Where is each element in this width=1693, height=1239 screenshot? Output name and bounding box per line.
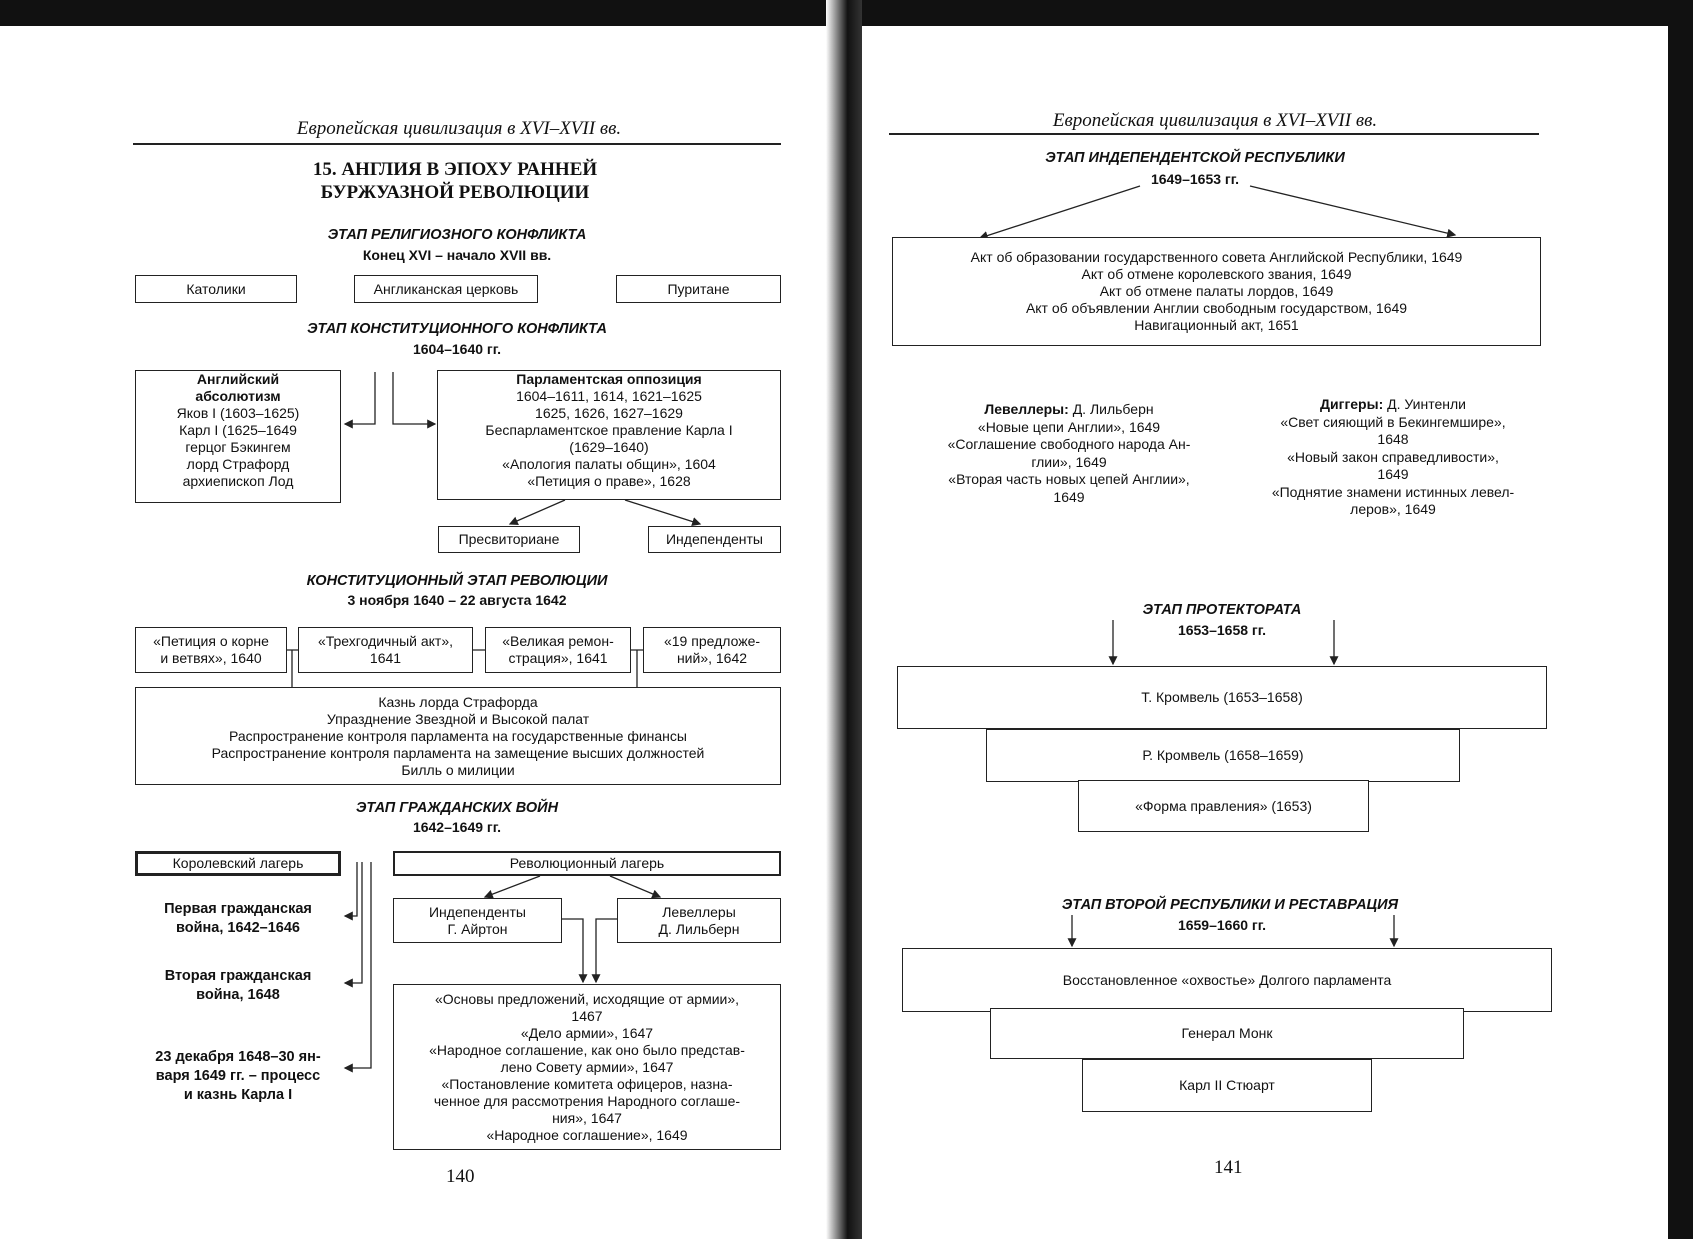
page-number: 140 — [446, 1166, 475, 1187]
text-line: «Новые цепи Англии», 1649 — [977, 418, 1161, 435]
box-title: Парламентская оппозиция — [516, 371, 702, 387]
box-line: «Петиция о праве», 1628 — [527, 473, 691, 489]
box-line: ния», 1647 — [552, 1109, 622, 1126]
diggers-leader: Д. Уинтенли — [1387, 396, 1466, 412]
anglican-box: Англиканская церковь — [354, 275, 538, 303]
independents-camp-box — [393, 898, 562, 943]
section-date: 1653–1658 гг. — [1177, 622, 1267, 638]
text-line: 1649 — [1377, 466, 1409, 482]
section-date: 3 ноября 1640 – 22 августа 1642 — [347, 592, 567, 608]
civil-war-event — [128, 1048, 348, 1105]
box-line: 1641 — [369, 650, 402, 666]
box-line: Билль о милиции — [401, 761, 515, 778]
section-heading: ЭТАП ПРОТЕКТОРАТА — [1142, 602, 1302, 618]
section-date: Конец XVI – начало XVII вв. — [362, 247, 552, 263]
event-line: варя 1649 гг. – процесс — [155, 1068, 321, 1084]
box-line: страция», 1641 — [508, 650, 608, 666]
text-line: «Новый закон справедливости», — [1287, 448, 1499, 465]
box-line: 1625, 1626, 1627–1629 — [535, 405, 683, 421]
levellers-leader: Д. Лильберн — [1072, 401, 1154, 417]
box-line: Беспарламентское правление Карла I — [485, 422, 733, 438]
section-date: 1649–1653 гг. — [1150, 171, 1240, 187]
box-line: (1629–1640) — [569, 439, 649, 455]
protectorate-box: Р. Кромвель (1658–1659) — [986, 729, 1460, 782]
box-line: Акт об объявлении Англии свободным государством, 1649 — [1025, 300, 1408, 316]
box-line: Распространение контроля парламента на государственные финансы — [229, 727, 687, 744]
civil-war-event — [128, 900, 348, 938]
event-line: и казнь Карла I — [183, 1087, 293, 1103]
protectorate-box: «Форма правления» (1653) — [1078, 780, 1369, 832]
section-heading: ЭТАП ИНДЕПЕНДЕНТСКОЙ РЕСПУБЛИКИ — [1045, 150, 1345, 166]
box-line: Г. Айртон — [447, 920, 508, 937]
presbyterians-box: Пресвиториане — [438, 526, 580, 553]
absolutism-box — [135, 370, 341, 503]
diggers-label: Диггеры: — [1320, 396, 1384, 412]
text-line: «Вторая часть новых цепей Англии», — [948, 471, 1190, 487]
box-line: «Постановление комитета офицеров, назна- — [441, 1075, 733, 1092]
act-box — [643, 627, 781, 673]
levellers-camp-box — [617, 898, 781, 943]
act-box — [135, 627, 287, 673]
box-line: Акт об отмене палаты лордов, 1649 — [1099, 283, 1334, 299]
box-line: Казнь лорда Страфорда — [378, 693, 538, 710]
levellers-label: Левеллеры: — [984, 401, 1069, 417]
box-line: «Дело армии», 1647 — [520, 1024, 654, 1041]
box-line: «Народное соглашение», 1649 — [486, 1126, 688, 1143]
independents-box: Индепенденты — [648, 526, 781, 553]
chapter-title-line: БУРЖУАЗНОЙ РЕВОЛЮЦИИ — [320, 182, 590, 203]
box-line: «Народное соглашение, как оно было представ- — [429, 1041, 745, 1058]
section-heading: ЭТАП РЕЛИГИОЗНОГО КОНФЛИКТА — [327, 227, 587, 243]
restoration-box: Генерал Монк — [990, 1008, 1464, 1059]
chapter-title-line: 15. АНГЛИЯ В ЭПОХУ РАННЕЙ — [312, 159, 598, 180]
section-heading: КОНСТИТУЦИОННЫЙ ЭТАП РЕВОЛЮЦИИ — [306, 573, 608, 589]
header-rule-right — [889, 133, 1539, 135]
catholics-box: Католики — [135, 275, 297, 303]
republic-acts-box — [892, 237, 1541, 346]
royal-camp-box: Королевский лагерь — [135, 851, 341, 876]
box-line: «Великая ремон- — [502, 633, 614, 649]
event-line: война, 1642–1646 — [176, 920, 300, 936]
text-line: 1649 — [1053, 488, 1085, 505]
box-title: Английский абсолютизм — [195, 371, 281, 404]
box-line: ченное для рассмотрения Народного соглаше- — [433, 1092, 741, 1109]
box-line: Навигационный акт, 1651 — [1134, 317, 1299, 333]
section-heading: ЭТАП КОНСТИТУЦИОННОГО КОНФЛИКТА — [307, 321, 607, 337]
box-line: Распространение контроля парламента на замещение высших должностей — [211, 744, 705, 761]
text-line: «Поднятие знамени истинных левел- — [1271, 483, 1515, 500]
levellers-block — [944, 401, 1194, 506]
header-rule-left — [133, 143, 781, 145]
section-heading: ЭТАП ГРАЖДАНСКИХ ВОЙН — [355, 800, 559, 816]
restoration-box: Восстановленное «охвостье» Долгого парламента — [902, 948, 1552, 1012]
text-line: «Свет сияющий в Бекингемшире», — [1280, 413, 1506, 430]
box-line: Акт об отмене королевского звания, 1649 — [1081, 266, 1352, 282]
chapter-title — [200, 158, 710, 204]
box-line: герцог Бэкингем — [185, 439, 291, 455]
army-documents-box — [393, 984, 781, 1150]
protectorate-box: Т. Кромвель (1653–1658) — [897, 666, 1547, 729]
box-line: «Основы предложений, исходящие от армии», — [434, 990, 740, 1007]
event-line: война, 1648 — [196, 987, 280, 1003]
box-line: лено Совету армии», 1647 — [500, 1058, 674, 1075]
box-line: Левеллеры — [662, 903, 736, 920]
text-line: глии», 1649 — [1031, 453, 1107, 470]
text-line: леров», 1649 — [1350, 501, 1436, 517]
text-line: 1648 — [1377, 431, 1409, 447]
box-line: Акт об образовании государственного совета Английской Республики, 1649 — [970, 249, 1463, 265]
revolutionary-camp-box: Революционный лагерь — [393, 851, 781, 876]
box-line: ний», 1642 — [676, 650, 748, 666]
box-line: «Трехгодичный акт», — [317, 633, 454, 649]
section-heading: ЭТАП ВТОРОЙ РЕСПУБЛИКИ И РЕСТАВРАЦИЯ — [1061, 897, 1399, 913]
civil-war-event — [128, 967, 348, 1005]
box-line: «Апология палаты общин», 1604 — [502, 456, 716, 472]
box-line: Д. Лильберн — [658, 920, 740, 937]
section-date: 1659–1660 гг. — [1177, 917, 1267, 933]
box-line: 1604–1611, 1614, 1621–1625 — [516, 388, 702, 404]
box-line: лорд Страфорд — [186, 456, 290, 472]
box-line: «19 предложе- — [663, 633, 761, 649]
box-line: Упразднение Звездной и Высокой палат — [326, 710, 590, 727]
act-box — [298, 627, 473, 673]
section-date: 1604–1640 гг. — [412, 341, 502, 357]
puritans-box: Пуритане — [616, 275, 781, 303]
box-line: и ветвях», 1640 — [160, 650, 262, 666]
box-line: Карл I (1625–1649 — [179, 422, 297, 438]
act-box — [485, 627, 631, 673]
box-line: Яков I (1603–1625) — [176, 405, 300, 421]
opposition-box — [437, 370, 781, 500]
running-header-left: Европейская цивилизация в XVI–XVII вв. — [296, 118, 622, 139]
text-line: «Соглашение свободного народа Ан- — [947, 436, 1191, 452]
event-line: 23 декабря 1648–30 ян- — [155, 1049, 321, 1065]
event-line: Вторая гражданская — [164, 968, 312, 984]
box-line: архиепископ Лод — [182, 473, 294, 489]
box-line: «Петиция о корне — [153, 633, 269, 649]
page-number: 141 — [1214, 1157, 1243, 1178]
diggers-block — [1248, 396, 1538, 519]
box-line: Индепенденты — [428, 903, 526, 920]
running-header-right: Европейская цивилизация в XVI–XVII вв. — [1052, 110, 1378, 131]
box-line: 1467 — [571, 1007, 603, 1024]
results-box — [135, 687, 781, 785]
section-date: 1642–1649 гг. — [412, 819, 502, 835]
restoration-box: Карл II Стюарт — [1082, 1059, 1372, 1112]
event-line: Первая гражданская — [164, 901, 312, 917]
